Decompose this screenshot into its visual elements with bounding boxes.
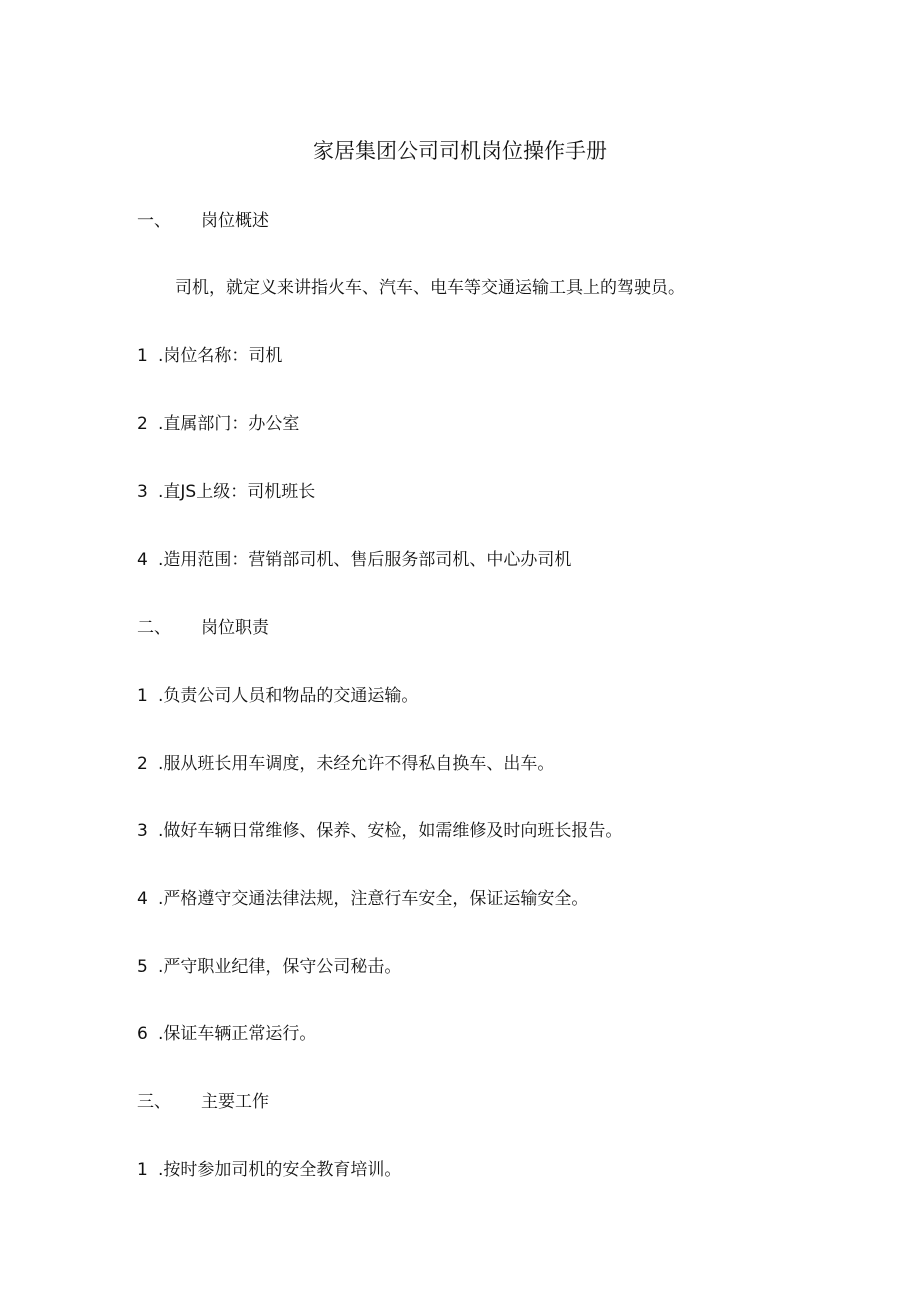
item-number: 6 xyxy=(137,1024,148,1044)
section-label: 岗位职责 xyxy=(201,618,269,638)
item-text: .造用范围：营销部司机、售后服务部司机、中心办司机 xyxy=(158,550,572,570)
section-number: 三、 xyxy=(137,1092,171,1112)
section-number: 一、 xyxy=(137,211,171,231)
section-number: 二、 xyxy=(137,618,171,638)
item-text: .按时参加司机的安全教育培训。 xyxy=(158,1160,402,1180)
item-text: .严格遵守交通法律法规，注意行车安全，保证运输安全。 xyxy=(158,889,589,909)
item-text: .直属部门：办公室 xyxy=(158,414,300,434)
item-text: .负责公司人员和物品的交通运输。 xyxy=(158,686,419,706)
item-text: .做好车辆日常维修、保养、安检，如需维修及时向班长报告。 xyxy=(158,821,623,841)
item-number: 2 xyxy=(137,414,148,434)
item-number: 3 xyxy=(137,821,148,841)
item-number: 1 xyxy=(137,1160,148,1180)
item-text: .保证车辆正常运行。 xyxy=(158,1024,317,1044)
item-number: 1 xyxy=(137,346,148,366)
section-label: 主要工作 xyxy=(201,1092,269,1112)
item-text: .严守职业纪律，保守公司秘击。 xyxy=(158,957,402,977)
item-text: .直JS上级：司机班长 xyxy=(158,482,316,502)
item-number: 4 xyxy=(137,889,148,909)
item-text: .服从班长用车调度，未经允许不得私自换车、出车。 xyxy=(158,754,555,774)
item-number: 1 xyxy=(137,686,148,706)
paragraph-text: 司机，就定义来讲指火车、汽车、电车等交通运输工具上的驾驶员。 xyxy=(175,278,685,298)
item-number: 5 xyxy=(137,957,148,977)
section-label: 岗位概述 xyxy=(201,211,269,231)
document-title: 家居集团公司司机岗位操作手册 xyxy=(313,139,607,163)
item-number: 3 xyxy=(137,482,148,502)
item-text: .岗位名称：司机 xyxy=(158,346,283,366)
item-number: 4 xyxy=(137,550,148,570)
item-number: 2 xyxy=(137,754,148,774)
